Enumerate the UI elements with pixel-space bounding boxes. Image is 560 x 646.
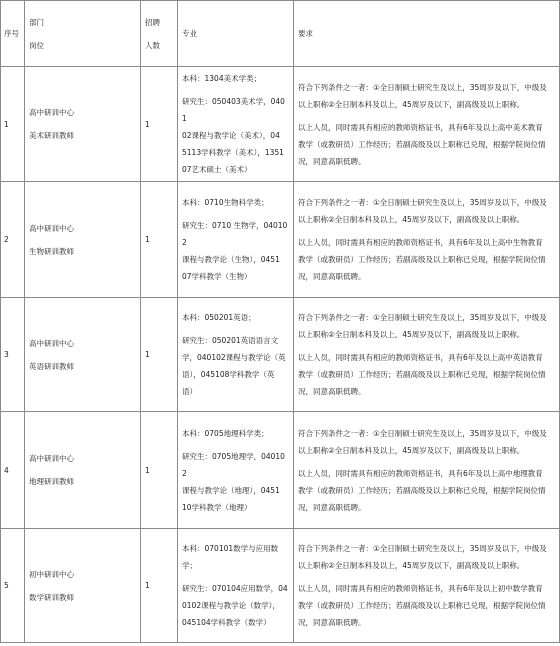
- major-line: 5113学科教学（美术），1351: [182, 148, 284, 157]
- requirement-line: 教学（或教研员）工作经历；若副高级及以上职称已兑现，根据学院岗位情: [298, 139, 546, 149]
- table-row: [1, 529, 560, 643]
- major-line: 10学科教学（地理）: [182, 502, 252, 512]
- requirement-line: 以上职称②全日制本科及以上，45周岁及以下，副高级及以上职称。: [298, 215, 525, 224]
- header-post-label: 岗位: [29, 40, 44, 50]
- requirement-line: 以上职称②全日制本科及以上，45周岁及以下，副高级及以上职称。: [298, 99, 525, 109]
- requirement-line: 以上人员，同时需具有相应的教师资格证书，具有6年及以上初中数学教育: [298, 584, 543, 593]
- requirement-line: 符合下列条件之一者：①全日制硕士研究生及以上，35周岁及以下，中级及: [298, 198, 547, 207]
- row-major: [178, 182, 294, 298]
- requirement-line: 符合下列条件之一者：①全日制硕士研究生及以上，35周岁及以下，中级及: [298, 82, 547, 92]
- row-requirement: [294, 182, 560, 298]
- dept-name: 高中研训中心: [29, 338, 74, 348]
- header-major: 专业: [178, 1, 294, 67]
- major-line: 本科：0710生物科学类；: [182, 198, 269, 207]
- row-major: [178, 529, 294, 643]
- header-row: [1, 1, 560, 67]
- row-number: 1: [1, 67, 25, 182]
- table-row: [1, 182, 560, 298]
- requirement-line: 以上职称②全日制本科及以上，45周岁及以下，副高级及以上职称。: [298, 445, 525, 455]
- row-dept-post: [25, 67, 141, 182]
- major-line: 课程与教学论（地理），0451: [182, 485, 280, 495]
- requirement-line: 符合下列条件之一者：①全日制硕士研究生及以上，35周岁及以下，中级及: [298, 544, 547, 553]
- header-count-label-2: 人数: [145, 40, 160, 50]
- row-requirement: [294, 529, 560, 643]
- major-line: 07艺术硕士（美术）: [182, 165, 252, 174]
- row-major: [178, 67, 294, 182]
- row-count: 1: [141, 529, 178, 643]
- requirement-line: 况，同意高职低聘。: [298, 387, 366, 396]
- major-line: 本科：0705地理科学类；: [182, 428, 269, 438]
- requirement-line: 符合下列条件之一者：①全日制硕士研究生及以上，35周岁及以下，中级及: [298, 313, 547, 322]
- requirement-line: 以上人员，同时需具有相应的教师资格证书，具有6年及以上高中英语教育: [298, 353, 543, 362]
- row-dept-post: [25, 529, 141, 643]
- requirement-line: 以上人员，同时需具有相应的教师资格证书，具有6年及以上高中地理教育: [298, 468, 543, 478]
- requirement-line: 况，同意高职低聘。: [298, 272, 366, 281]
- row-number: 5: [1, 529, 25, 643]
- header-requirement: 要求: [294, 1, 560, 67]
- major-line: 本科：050201英语；: [182, 313, 256, 322]
- requirement-line: 符合下列条件之一者：①全日制硕士研究生及以上，35周岁及以下，中级及: [298, 428, 547, 438]
- row-count: 1: [141, 298, 178, 412]
- requirement-line: 况，同意高职低聘。: [298, 502, 366, 512]
- requirement-line: 以上人员，同时需具有相应的教师资格证书，具有6年及以上高中生物教育: [298, 238, 543, 247]
- row-dept-post: [25, 298, 141, 412]
- major-line: 学；: [182, 561, 197, 570]
- table-row: [1, 298, 560, 412]
- major-line: 本科：070101数学与应用数: [182, 544, 279, 553]
- post-name: 美术研训教师: [29, 131, 74, 140]
- post-name: 地理研训教师: [29, 477, 74, 486]
- requirement-line: 教学（或教研员）工作经历；若副高级及以上职称已兑现，根据学院岗位情: [298, 370, 546, 379]
- dept-name: 高中研训中心: [29, 454, 74, 463]
- requirement-line: 以上人员，同时需具有相应的教师资格证书，具有6年及以上高中美术教育: [298, 122, 543, 132]
- row-requirement: [294, 412, 560, 529]
- row-dept-post: [25, 412, 141, 529]
- header-count-label-1: 招聘: [145, 17, 160, 27]
- requirement-line: 以上职称②全日制本科及以上，45周岁及以下，副高级及以上职称。: [298, 330, 525, 339]
- post-name: 生物研训教师: [29, 246, 74, 256]
- post-name: 英语研训教师: [29, 361, 74, 371]
- row-count: 1: [141, 67, 178, 182]
- dept-name: 高中研训中心: [29, 108, 74, 117]
- row-count: 1: [141, 412, 178, 529]
- major-line: 研究生：050201英语语言文: [182, 336, 279, 345]
- requirement-line: 教学（或教研员）工作经历；若副高级及以上职称已兑现，根据学院岗位情: [298, 485, 546, 495]
- header-dept-label: 部门: [29, 17, 44, 27]
- major-line: 语）: [182, 387, 197, 396]
- major-line: 学，040102课程与教学论（英: [182, 353, 286, 362]
- major-line: 02课程与教学论（美术），04: [182, 131, 280, 140]
- header-dept: [25, 1, 141, 67]
- row-number: 3: [1, 298, 25, 412]
- header-count: [141, 1, 178, 67]
- major-line: 045104学科教学（数学）: [182, 618, 271, 627]
- requirement-line: 况，同意高职低聘。: [298, 618, 366, 627]
- table-row: [1, 412, 560, 529]
- row-dept-post: [25, 182, 141, 298]
- dept-name: 高中研训中心: [29, 223, 74, 233]
- requirement-line: 教学（或教研员）工作经历；若副高级及以上职称已兑现，根据学院岗位情: [298, 255, 546, 264]
- row-requirement: [294, 298, 560, 412]
- row-major: [178, 298, 294, 412]
- major-line: 研究生：050403美术学，0401: [182, 97, 285, 123]
- major-line: 本科：1304美术学类；: [182, 74, 262, 83]
- row-major: [178, 412, 294, 529]
- dept-name: 初中研训中心: [29, 569, 74, 579]
- row-number: 4: [1, 412, 25, 529]
- major-line: 课程与教学论（生物），0451: [182, 255, 280, 264]
- major-line: 07学科教学（生物）: [182, 272, 252, 281]
- table-row: [1, 67, 560, 182]
- row-requirement: [294, 67, 560, 182]
- major-line: 研究生：0710 生物学，040102: [182, 221, 288, 247]
- requirement-line: 以上职称②全日制本科及以上，45周岁及以下，副高级及以上职称。: [298, 561, 525, 570]
- row-count: 1: [141, 182, 178, 298]
- major-line: 语），045108学科教学（英: [182, 370, 275, 379]
- requirement-line: 况，同意高职低聘。: [298, 156, 366, 166]
- major-line: 研究生：070104应用数学，04: [182, 584, 288, 593]
- major-line: 研究生：0705地理学，040102: [182, 451, 285, 478]
- post-name: 数学研训教师: [29, 592, 74, 602]
- requirement-line: 教学（或教研员）工作经历；若副高级及以上职称已兑现，根据学院岗位情: [298, 601, 546, 610]
- header-no: 序号: [1, 1, 25, 67]
- row-number: 2: [1, 182, 25, 298]
- major-line: 0102课程与教学论（数学），: [182, 601, 280, 610]
